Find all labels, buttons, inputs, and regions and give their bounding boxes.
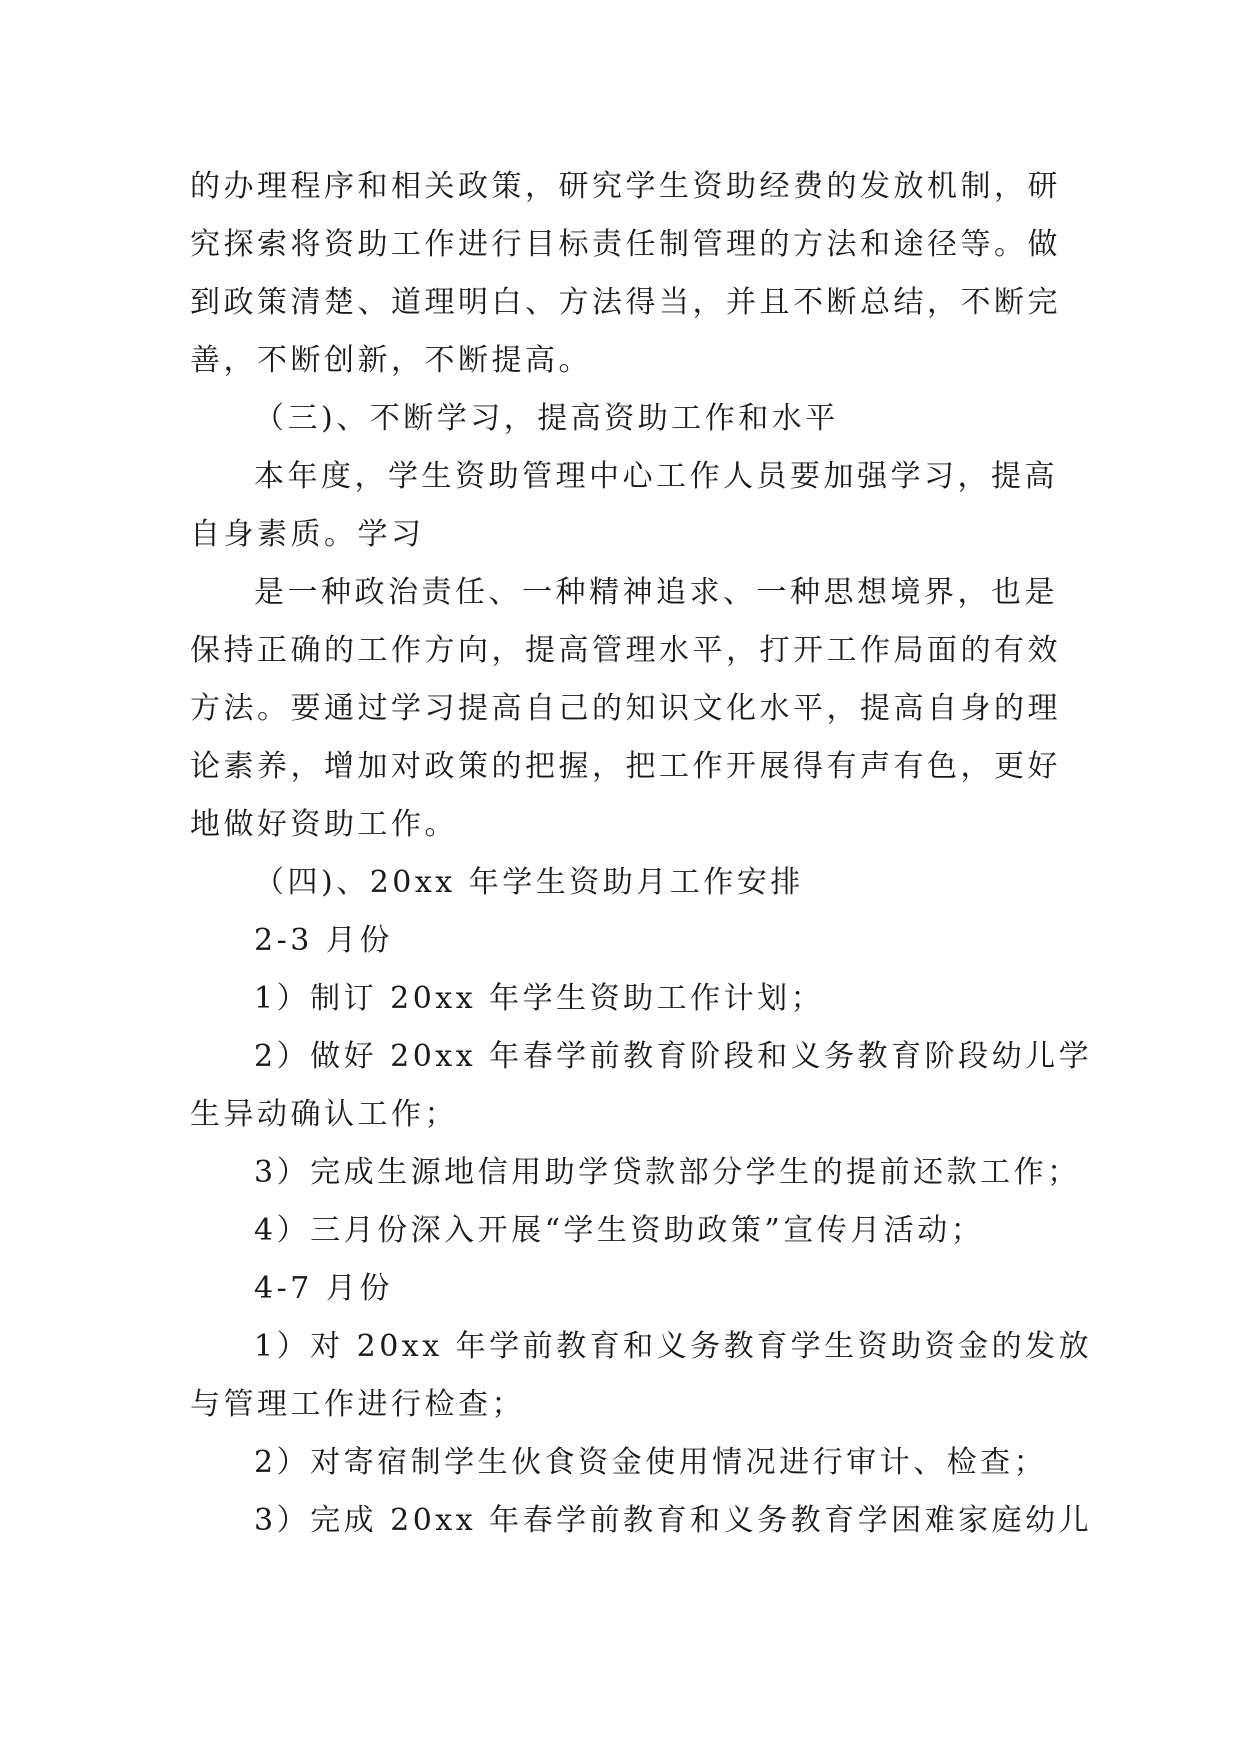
paragraph-line: 到政策清楚、道理明白、方法得当，并且不断总结，不断完 — [190, 285, 1061, 320]
paragraph-line: 方法。要通过学习提高自己的知识文化水平，提高自身的理 — [190, 691, 1061, 726]
paragraph-line: 本年度，学生资助管理中心工作人员要加强学习，提高 — [254, 459, 1058, 494]
paragraph-line: 自身素质。学习 — [190, 517, 425, 552]
list-item: 1）制订 20xx 年学生资助工作计划； — [254, 981, 825, 1016]
list-item-continuation: 与管理工作进行检查； — [190, 1387, 525, 1422]
document-body — [190, 158, 1093, 1550]
period-heading: 2-3 月份 — [254, 923, 393, 958]
list-item: 2）做好 20xx 年春学前教育阶段和义务教育阶段幼儿学 — [254, 1039, 1093, 1074]
paragraph-line: 善，不断创新，不断提高。 — [190, 343, 592, 378]
list-item: 1）对 20xx 年学前教育和义务教育学生资助资金的发放 — [254, 1329, 1093, 1364]
paragraph-line: 地做好资助工作。 — [190, 807, 458, 842]
list-item: 4）三月份深入开展“学生资助政策”宣传月活动； — [254, 1213, 985, 1248]
section-heading: （三)、不断学习，提高资助工作和水平 — [254, 401, 839, 436]
period-heading: 4-7 月份 — [254, 1271, 393, 1306]
paragraph-line: 的办理程序和相关政策，研究学生资助经费的发放机制，研 — [190, 169, 1061, 204]
paragraph-line: 是一种政治责任、一种精神追求、一种思想境界，也是 — [254, 575, 1058, 610]
paragraph-line: 论素养，增加对政策的把握，把工作开展得有声有色，更好 — [190, 749, 1061, 784]
section-heading: （四)、20xx 年学生资助月工作安排 — [254, 865, 804, 900]
list-item: 3）完成生源地信用助学贷款部分学生的提前还款工作； — [254, 1155, 1081, 1190]
paragraph-line: 究探索将资助工作进行目标责任制管理的方法和途径等。做 — [190, 227, 1061, 262]
list-item-continuation: 生异动确认工作； — [190, 1097, 458, 1132]
paragraph-line: 保持正确的工作方向，提高管理水平，打开工作局面的有效 — [190, 633, 1061, 668]
list-item: 2）对寄宿制学生伙食资金使用情况进行审计、检查； — [254, 1445, 1048, 1480]
list-item: 3）完成 20xx 年春学前教育和义务教育学困难家庭幼儿 — [254, 1503, 1093, 1538]
